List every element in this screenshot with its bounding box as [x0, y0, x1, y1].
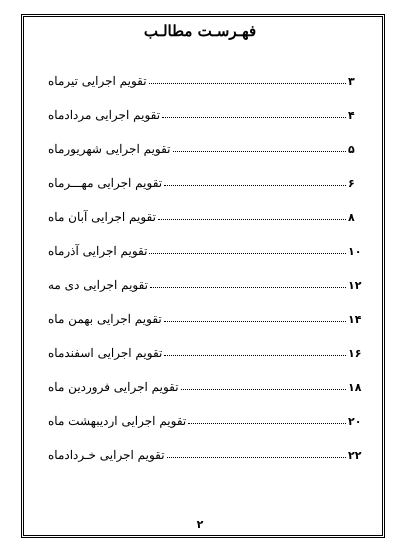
dot-leader	[149, 83, 346, 84]
toc-entry-page: ۱۸	[348, 381, 362, 394]
toc-entry-title: تقویم اجرایی بهمن ماه	[48, 312, 162, 326]
toc-entry-page: ۶	[348, 177, 355, 190]
toc-entry[interactable]	[46, 224, 366, 258]
toc-entry-title: تقویم اجرایی مردادماه	[48, 108, 161, 122]
toc-entry-page: ۲۰	[348, 415, 362, 428]
dot-leader	[173, 151, 346, 152]
toc-entry-title: تقویم اجرایی دی مه	[48, 278, 149, 292]
table-of-contents	[46, 54, 366, 462]
toc-entry[interactable]	[46, 122, 366, 156]
dot-leader	[181, 389, 346, 390]
dot-leader	[164, 355, 346, 356]
dot-leader	[164, 321, 346, 322]
toc-entry-page: ۳	[348, 75, 355, 88]
toc-entry-page: ۵	[348, 143, 355, 156]
toc-entry[interactable]	[46, 394, 366, 428]
dot-leader	[149, 253, 346, 254]
toc-entry-title: تقویم اجرایی فروردین ماه	[48, 380, 179, 394]
toc-entry[interactable]	[46, 88, 366, 122]
toc-entry-title: تقویم اجرایی تیرماه	[48, 74, 147, 88]
toc-entry-page: ۱۰	[348, 245, 362, 258]
toc-entry-title: تقویم اجرایی اردیبهشت ماه	[48, 414, 187, 428]
toc-entry-page: ۸	[348, 211, 355, 224]
toc-entry-title: تقویم اجرایی اسفندماه	[48, 346, 163, 360]
dot-leader	[150, 287, 346, 288]
toc-entry[interactable]	[46, 54, 366, 88]
toc-entry[interactable]	[46, 156, 366, 190]
toc-entry-page: ۱۴	[348, 313, 362, 326]
toc-entry[interactable]	[46, 428, 366, 462]
toc-entry-title: تقویم اجرایی آذرماه	[48, 244, 148, 258]
dot-leader	[158, 219, 346, 220]
toc-entry-title: تقویم اجرایی مهـــرماه	[48, 176, 163, 190]
toc-entry-title: تقویم اجرایی شهریورماه	[48, 142, 171, 156]
toc-entry-page: ۲۲	[348, 449, 362, 462]
page-title: فهـرسـت مطالـب	[143, 22, 257, 40]
toc-entry[interactable]	[46, 360, 366, 394]
toc-entry[interactable]	[46, 190, 366, 224]
toc-entry-page: ۱۶	[348, 347, 362, 360]
dot-leader	[164, 185, 346, 186]
page-number: ۲	[196, 518, 204, 531]
toc-entry[interactable]	[46, 326, 366, 360]
dot-leader	[167, 457, 346, 458]
toc-entry-title: تقویم اجرایی خـردادماه	[48, 448, 165, 462]
toc-entry[interactable]	[46, 258, 366, 292]
dot-leader	[188, 423, 346, 424]
dot-leader	[162, 117, 346, 118]
toc-entry[interactable]	[46, 292, 366, 326]
toc-entry-page: ۱۲	[348, 279, 362, 292]
toc-entry-page: ۴	[348, 109, 355, 122]
toc-entry-title: تقویم اجرایی آبان ماه	[48, 210, 156, 224]
